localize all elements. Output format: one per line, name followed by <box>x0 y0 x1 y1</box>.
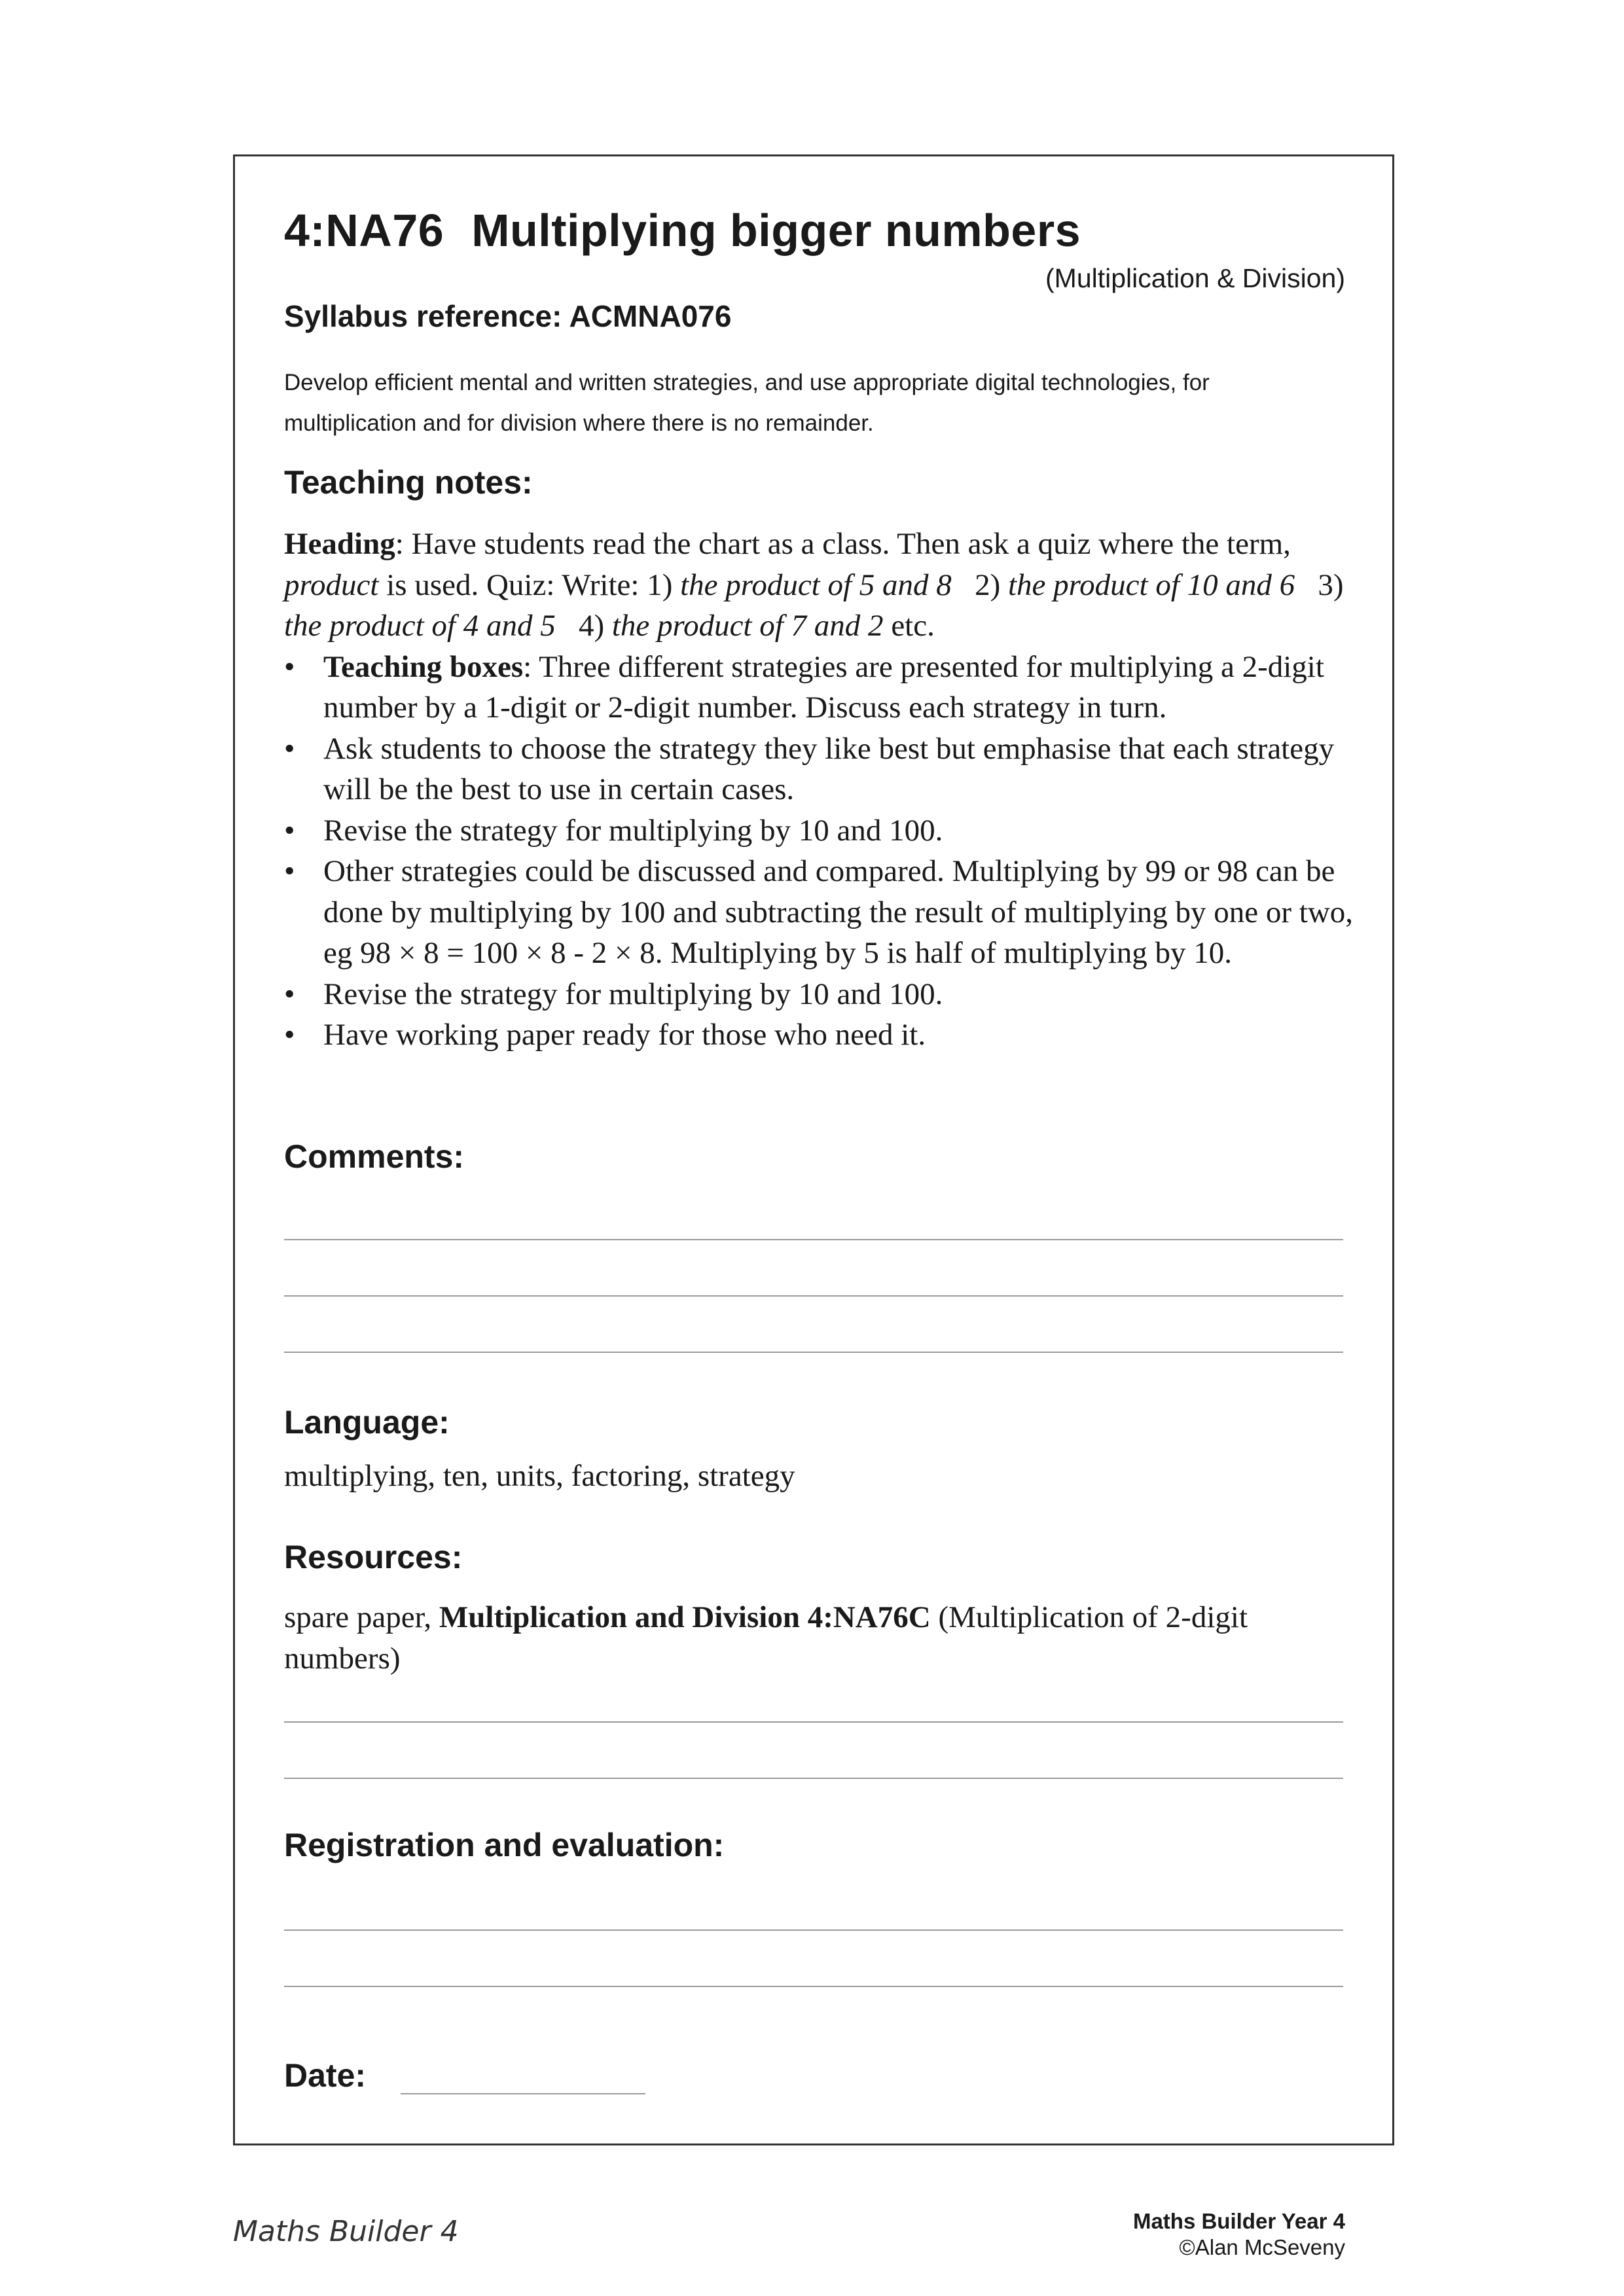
list-item: • Teaching boxes: Three different strategies are presented for multiplying a 2-digit number by a 1-digit or 2-digit number. Discuss each strategy in turn. <box>284 647 1358 728</box>
comments-line[interactable] <box>284 1352 1343 1353</box>
date-label: Date: <box>284 2057 367 2094</box>
notes-intro: Heading: Have students read the chart as a class. Then ask a quiz where the term, product is used. Quiz: Write: 1) the product of 5 and 8 2) the product of 10 and 6 3) the product of 4 and 5 4) the product of 7 and 2 etc. <box>284 527 1344 643</box>
resources-heading: Resources: <box>284 1539 463 1575</box>
resources-line[interactable] <box>284 1721 1343 1723</box>
outcome-code: 4:NA76 <box>284 205 444 256</box>
teaching-notes <box>284 524 1358 1056</box>
list-item: • Revise the strategy for multiplying by 10 and 100. <box>284 810 1358 852</box>
registration-line[interactable] <box>284 1986 1343 1987</box>
language-heading: Language: <box>284 1404 450 1441</box>
teaching-notes-heading: Teaching notes: <box>284 464 533 501</box>
comments-heading: Comments: <box>284 1138 465 1175</box>
comments-line[interactable] <box>284 1295 1343 1297</box>
resources-text: spare paper, Multiplication and Division 4:NA76C (Multiplication of 2-digit numbers) <box>284 1600 1248 1676</box>
category-label: (Multiplication & Division) <box>1045 263 1345 293</box>
notes-bullet-list <box>284 647 1358 1056</box>
language-text: multiplying, ten, units, factoring, strategy <box>284 1459 795 1493</box>
outcome-description: Develop efficient mental and written strategies, and use appropriate digital technologies, for multiplication and for division where there is no remainder. <box>284 370 1210 436</box>
resource-title: Multiplication and Division 4:NA76C <box>439 1600 931 1634</box>
syllabus-reference: Syllabus reference: ACMNA076 <box>284 299 732 333</box>
title-text: Multiplying bigger numbers <box>471 205 1081 256</box>
registration-heading: Registration and evaluation: <box>284 1827 725 1863</box>
list-item: • Ask students to choose the strategy they like best but emphasise that each strategy will be the best to use in certain cases. <box>284 728 1358 810</box>
footer-credit <box>1133 2208 1345 2261</box>
date-field-line[interactable] <box>401 2093 645 2094</box>
footer-series-name: Maths Builder 4 <box>233 2215 459 2248</box>
comments-line[interactable] <box>284 1239 1343 1240</box>
page-title <box>284 204 1081 257</box>
footer-copyright: ©Alan McSeveny <box>1179 2235 1345 2259</box>
intro-label: Heading <box>284 527 395 561</box>
list-item: • Revise the strategy for multiplying by 10 and 100. <box>284 974 1358 1015</box>
registration-line[interactable] <box>284 1929 1343 1931</box>
footer-book-title: Maths Builder Year 4 <box>1132 2209 1345 2233</box>
list-item: • Have working paper ready for those who need it. <box>284 1014 1358 1056</box>
list-item: • Other strategies could be discussed and compared. Multiplying by 99 or 98 can be done by multiplying by 100 and subtracting the result of multiplying by one or two, eg 98 × 8 = 100 × 8 - 2 × 8. Multiplying by 5 is half of multiplying by 10. <box>284 851 1358 974</box>
resources-line[interactable] <box>284 1778 1343 1779</box>
